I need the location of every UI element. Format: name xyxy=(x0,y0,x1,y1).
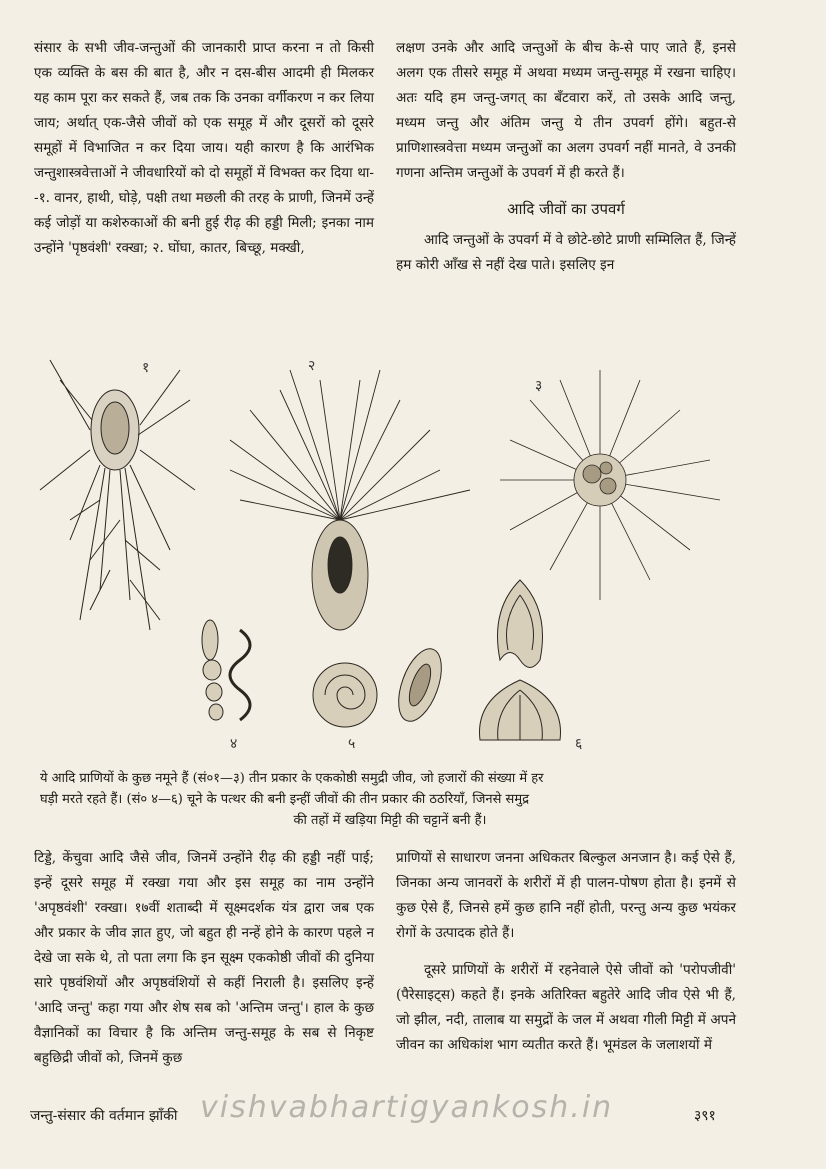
paragraph: दूसरे प्राणियों के शरीरों में रहनेवाले ऐसे जीवों को 'परोपजीवी' (पैरेसाइट्स) कहते हैं। इनके अतिरिक्त बहुतेरे आदि जीव ऐसे भी हैं, जो झील, नदी, तालाब या समुद्रों के जल में अथवा गीली मिट्टी में अपने जीवन का अधिकांश भाग व्यतीत करते हैं। भूमंडल के जलाशयों में xyxy=(396,962,736,1053)
paragraph: संसार के सभी जीव-जन्तुओं की जानकारी प्राप्त करना न तो किसी एक व्यक्ति के बस की बात है, और न दस-बीस आदमी ही मिलकर यह काम पूरा कर सकते हैं, जब तक कि उनका वर्गीकरण न कर लिया जाय; अर्थात् एक-जैसे जीवों को एक समूह में और दूसरों को दूसरे समूहों में विभाजित न कर दिया जाय। यही कारण है कि आरंभिक जन्तुशास्त्रवेत्ताओं ने जीवधारियों को दो समूहों में विभक्त कर दिया था--१. वानर, हाथी, घोड़े, पक्षी तथा मछली की तरह के प्राणी, जिनमें उन्हें कई जोड़ों या कशेरुकाओं की बनी हुई रीढ़ की हड्डी मिली; इनका नाम उन्होंने 'पृष्ठवंशी' रक्खा; २. घोंघा, कातर, बिच्छू, मक्खी, xyxy=(34,40,374,256)
specimen-5-drawing xyxy=(313,643,450,727)
figure-label-3: ३ xyxy=(535,378,543,394)
section-heading: आदि जीवों का उपवर्ग xyxy=(507,200,625,218)
text-column-top-right xyxy=(396,36,736,278)
paragraph: टिड्डे, केंचुवा आदि जैसे जीव, जिनमें उन्होंने रीढ़ की हड्डी नहीं पाई; इन्हें दूसरे समूह में रक्खा गया और इस समूह का नाम उन्होंने 'अपृष्ठवंशी' रक्खा। १७वीं शताब्दी में सूक्ष्मदर्शक यंत्र द्वारा जब एक और प्रकार के जीव ज्ञात हुए, जो बहुत ही नन्हें होने के कारण पहले न देखे जा सके थे, तो पता लगा कि इन सूक्ष्म एककोष्ठी जीवों की दुनिया सारे पृष्ठवंशियों और अपृष्ठवंशियों से कहीं निराली है। इसलिए इन्हें 'आदि जन्तु' कहा गया और शेष सब को 'अन्तिम जन्तु'। हाल के कुछ वैज्ञानिकों का विचार है कि अन्तिम जन्तु-समूह के सब से निकृष्ट बहुछिद्री जीवों को, जिनमें कुछ xyxy=(34,850,374,1066)
page-number: ३९१ xyxy=(694,1108,716,1124)
specimen-3-drawing xyxy=(500,370,720,600)
figure-label-1: १ xyxy=(142,360,150,376)
figure-label-2: २ xyxy=(308,358,316,374)
figure-label-5: ५ xyxy=(348,736,356,752)
specimen-2-drawing xyxy=(230,370,470,630)
watermark: vishvabhartigyankosh.in xyxy=(200,1090,614,1125)
figure-label-4: ४ xyxy=(230,736,238,752)
specimen-4-drawing xyxy=(202,620,250,720)
specimen-1-drawing xyxy=(40,360,195,630)
text-column-bottom-right xyxy=(396,846,736,1058)
caption-line-1: ये आदि प्राणियों के कुछ नमूने हैं (सं०१—३) तीन प्रकार के एककोष्ठी समुद्री जीव, जो हजारों की संख्या में हर xyxy=(40,771,544,786)
figure-caption xyxy=(40,768,740,831)
paragraph: प्राणियों से साधारण जनना अधिकतर बिल्कुल अनजान है। कई ऐसे हैं, जिनका अन्य जानवरों के शरीरों में ही पालन-पोषण होता है। इनमें से कुछ ऐसे हैं, जिनसे हमें कुछ हानि नहीं होती, परन्तु अन्य कुछ भयंकर रोगों के उत्पादक होते हैं। xyxy=(396,850,736,941)
caption-line-3: की तहों में खड़िया मिट्टी की चट्टानें बनी हैं। xyxy=(293,813,487,828)
paragraph: लक्षण उनके और आदि जन्तुओं के बीच के-से पाए जाते हैं, इनसे अलग एक तीसरे समूह में अथवा मध्यम जन्तु-समूह में रखना चाहिए। अतः यदि हम जन्तु-जगत् का बँटवारा करें, तो उसके आदि जन्तु, मध्यम जन्तु और अंतिम जन्तु ये तीन उपवर्ग होंगे। बहुत-से प्राणिशास्त्रवेत्ता मध्यम जन्तुओं का अलग उपवर्ग नहीं मानते, वे उनकी गणना अन्तिम जन्तुओं के उपवर्ग में ही करते हैं। xyxy=(396,40,736,181)
text-column-bottom-left xyxy=(34,846,374,1071)
caption-line-2: घड़ी मरते रहते हैं। (सं० ४—६) चूने के पत्थर की बनी इन्हीं जीवों की तीन प्रकार की ठठरियाँ, जिनसे समुद्र xyxy=(40,792,530,807)
protozoa-illustration xyxy=(30,340,770,760)
figure-label-6: ६ xyxy=(575,736,583,752)
running-footer-title: जन्तु-संसार की वर्तमान झाँकी xyxy=(30,1108,178,1124)
specimen-6-drawing xyxy=(480,580,561,740)
text-column-top-left xyxy=(34,36,374,261)
paragraph: आदि जन्तुओं के उपवर्ग में वे छोटे-छोटे प्राणी सम्मिलित हैं, जिन्हें हम कोरी आँख से नहीं देख पाते। इसलिए इन xyxy=(396,232,736,273)
